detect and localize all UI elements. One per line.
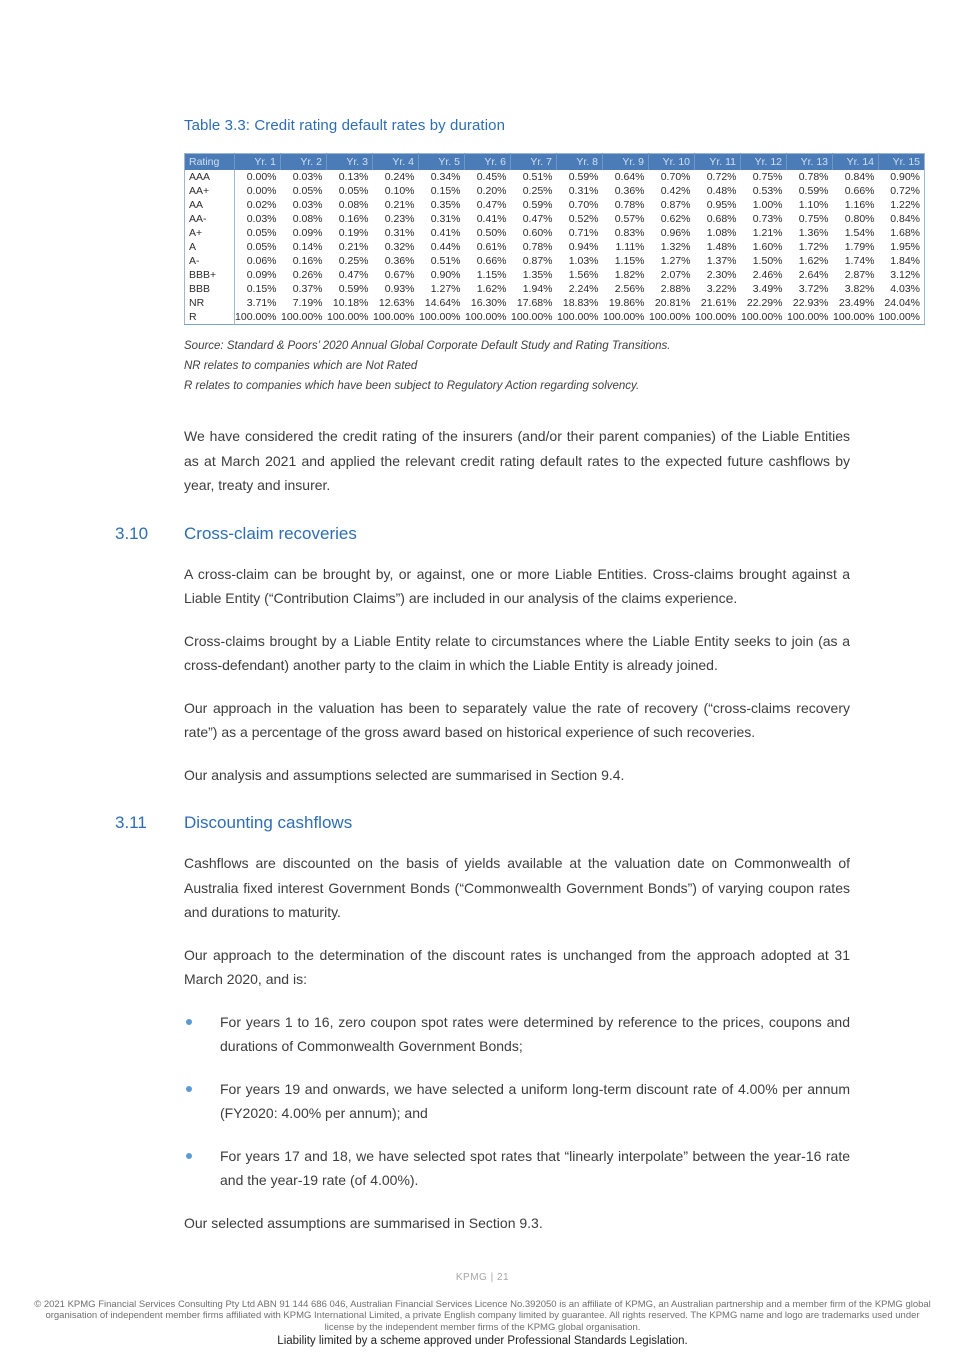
rate-cell: 0.23% bbox=[373, 212, 419, 226]
rate-cell: 0.36% bbox=[373, 254, 419, 268]
rate-cell: 0.87% bbox=[511, 254, 557, 268]
rate-cell: 100.00% bbox=[649, 310, 695, 325]
rate-cell: 0.68% bbox=[695, 212, 741, 226]
rate-cell: 23.49% bbox=[833, 296, 879, 310]
rate-cell: 1.48% bbox=[695, 240, 741, 254]
rating-cell: A+ bbox=[185, 226, 235, 240]
table-row bbox=[185, 310, 925, 325]
rate-cell: 0.72% bbox=[879, 184, 925, 198]
table-row bbox=[185, 240, 925, 254]
rate-cell: 0.90% bbox=[879, 170, 925, 184]
rate-cell: 17.68% bbox=[511, 296, 557, 310]
rate-cell: 16.30% bbox=[465, 296, 511, 310]
section-number: 3.11 bbox=[115, 813, 147, 832]
rate-cell: 1.08% bbox=[695, 226, 741, 240]
table-row bbox=[185, 254, 925, 268]
rate-cell: 0.00% bbox=[235, 184, 281, 198]
rate-cell: 0.90% bbox=[419, 268, 465, 282]
rate-cell: 0.95% bbox=[695, 198, 741, 212]
rate-cell: 0.26% bbox=[281, 268, 327, 282]
rate-cell: 1.21% bbox=[741, 226, 787, 240]
table-nr-note: NR relates to companies which are Not Rated bbox=[184, 360, 418, 372]
rate-cell: 0.02% bbox=[235, 198, 281, 212]
rate-cell: 100.00% bbox=[603, 310, 649, 325]
rate-cell: 1.15% bbox=[465, 268, 511, 282]
rate-cell: 3.12% bbox=[879, 268, 925, 282]
rate-cell: 0.83% bbox=[603, 226, 649, 240]
rate-cell: 0.47% bbox=[327, 268, 373, 282]
rate-cell: 0.42% bbox=[649, 184, 695, 198]
rate-cell: 0.59% bbox=[557, 170, 603, 184]
rate-cell: 100.00% bbox=[787, 310, 833, 325]
rate-cell: 0.71% bbox=[557, 226, 603, 240]
rate-cell: 0.21% bbox=[327, 240, 373, 254]
rate-cell: 2.24% bbox=[557, 282, 603, 296]
bullet-item bbox=[184, 1077, 850, 1126]
rating-cell: AA+ bbox=[185, 184, 235, 198]
rate-cell: 100.00% bbox=[373, 310, 419, 325]
rate-cell: 0.10% bbox=[373, 184, 419, 198]
rate-cell: 0.05% bbox=[235, 240, 281, 254]
paragraph: Cross-claims brought by a Liable Entity relate to circumstances where the Liable Entity seeks to join (as a cross-defendant) another party to the claim in which the Liable Entity is already joined. bbox=[184, 632, 850, 673]
column-header: Yr. 13 bbox=[787, 154, 833, 171]
rate-cell: 0.31% bbox=[373, 226, 419, 240]
table-row bbox=[185, 282, 925, 296]
rate-cell: 0.16% bbox=[327, 212, 373, 226]
rate-cell: 20.81% bbox=[649, 296, 695, 310]
rate-cell: 0.24% bbox=[373, 170, 419, 184]
section-title: Discounting cashflows bbox=[184, 813, 353, 832]
rate-cell: 22.93% bbox=[787, 296, 833, 310]
rate-cell: 0.14% bbox=[281, 240, 327, 254]
rate-cell: 1.10% bbox=[787, 198, 833, 212]
rate-cell: 0.35% bbox=[419, 198, 465, 212]
rate-cell: 1.27% bbox=[419, 282, 465, 296]
rate-cell: 0.78% bbox=[603, 198, 649, 212]
rate-cell: 0.03% bbox=[281, 170, 327, 184]
rate-cell: 14.64% bbox=[419, 296, 465, 310]
rate-cell: 24.04% bbox=[879, 296, 925, 310]
rate-cell: 0.34% bbox=[419, 170, 465, 184]
rate-cell: 2.30% bbox=[695, 268, 741, 282]
rate-cell: 0.25% bbox=[511, 184, 557, 198]
rate-cell: 0.84% bbox=[879, 212, 925, 226]
rating-cell: BBB bbox=[185, 282, 235, 296]
rate-cell: 2.64% bbox=[787, 268, 833, 282]
rate-cell: 0.05% bbox=[235, 226, 281, 240]
column-header: Yr. 6 bbox=[465, 154, 511, 171]
intro-paragraph: We have considered the credit rating of the insurers (and/or their parent companies) of the Liable Entities as at March 2021 and applied the relevant credit rating default rates to the expected future cashflows by year, treaty and insurer. bbox=[184, 428, 850, 493]
rate-cell: 0.59% bbox=[787, 184, 833, 198]
table-header-row bbox=[185, 154, 925, 171]
section-title: Cross-claim recoveries bbox=[184, 523, 357, 543]
rate-cell: 1.16% bbox=[833, 198, 879, 212]
table-row bbox=[185, 296, 925, 310]
rating-cell: AA bbox=[185, 198, 235, 212]
table-row bbox=[185, 184, 925, 198]
rate-cell: 1.00% bbox=[741, 198, 787, 212]
rate-cell: 0.15% bbox=[419, 184, 465, 198]
bullet-item bbox=[184, 1144, 850, 1193]
rate-cell: 0.31% bbox=[419, 212, 465, 226]
rate-cell: 0.06% bbox=[235, 254, 281, 268]
rate-cell: 0.09% bbox=[281, 226, 327, 240]
rate-cell: 1.27% bbox=[649, 254, 695, 268]
rate-cell: 3.72% bbox=[787, 282, 833, 296]
rate-cell: 21.61% bbox=[695, 296, 741, 310]
rate-cell: 0.09% bbox=[235, 268, 281, 282]
rate-cell: 0.16% bbox=[281, 254, 327, 268]
rate-cell: 100.00% bbox=[281, 310, 327, 325]
rate-cell: 0.41% bbox=[465, 212, 511, 226]
column-header: Yr. 12 bbox=[741, 154, 787, 171]
paragraph: Our analysis and assumptions selected are summarised in Section 9.4. bbox=[184, 766, 625, 783]
bullet-icon bbox=[186, 1019, 192, 1025]
rate-cell: 0.67% bbox=[373, 268, 419, 282]
rate-cell: 22.29% bbox=[741, 296, 787, 310]
rate-cell: 3.71% bbox=[235, 296, 281, 310]
rate-cell: 1.11% bbox=[603, 240, 649, 254]
rate-cell: 0.66% bbox=[465, 254, 511, 268]
closing-paragraph: Our selected assumptions are summarised in Section 9.3. bbox=[184, 1214, 543, 1231]
rate-cell: 1.35% bbox=[511, 268, 557, 282]
rate-cell: 100.00% bbox=[419, 310, 465, 325]
column-header: Yr. 15 bbox=[879, 154, 925, 171]
rate-cell: 0.93% bbox=[373, 282, 419, 296]
table-title: Table 3.3: Credit rating default rates by duration bbox=[184, 117, 506, 134]
table-row bbox=[185, 268, 925, 282]
rate-cell: 0.96% bbox=[649, 226, 695, 240]
page-footer bbox=[0, 1272, 965, 1348]
rate-cell: 0.08% bbox=[327, 198, 373, 212]
column-header: Yr. 3 bbox=[327, 154, 373, 171]
rate-cell: 4.03% bbox=[879, 282, 925, 296]
column-header: Yr. 5 bbox=[419, 154, 465, 171]
rate-cell: 1.36% bbox=[787, 226, 833, 240]
rating-cell: AA- bbox=[185, 212, 235, 226]
rate-cell: 0.62% bbox=[649, 212, 695, 226]
bullet-icon bbox=[186, 1086, 192, 1092]
rate-cell: 0.78% bbox=[787, 170, 833, 184]
rate-cell: 100.00% bbox=[879, 310, 925, 325]
rate-cell: 0.75% bbox=[741, 170, 787, 184]
rate-cell: 0.13% bbox=[327, 170, 373, 184]
table-row bbox=[185, 226, 925, 240]
rate-cell: 1.94% bbox=[511, 282, 557, 296]
rate-cell: 0.70% bbox=[649, 170, 695, 184]
rate-cell: 0.59% bbox=[511, 198, 557, 212]
bullet-text: For years 19 and onwards, we have selected a uniform long-term discount rate of 4.00% per annum (FY2020: 4.00% per annum); and bbox=[220, 1080, 850, 1121]
rating-cell: R bbox=[185, 310, 235, 325]
credit-rating-default-rates-table bbox=[184, 153, 925, 325]
rate-cell: 0.31% bbox=[557, 184, 603, 198]
rate-cell: 0.25% bbox=[327, 254, 373, 268]
rate-cell: 0.03% bbox=[235, 212, 281, 226]
section-heading-3-11 bbox=[115, 813, 925, 835]
table-row bbox=[185, 198, 925, 212]
rate-cell: 2.88% bbox=[649, 282, 695, 296]
rate-cell: 0.75% bbox=[787, 212, 833, 226]
rate-cell: 0.73% bbox=[741, 212, 787, 226]
rate-cell: 1.22% bbox=[879, 198, 925, 212]
rate-cell: 0.78% bbox=[511, 240, 557, 254]
rate-cell: 0.41% bbox=[419, 226, 465, 240]
rate-cell: 100.00% bbox=[833, 310, 879, 325]
rate-cell: 0.21% bbox=[373, 198, 419, 212]
rate-cell: 0.45% bbox=[465, 170, 511, 184]
rate-cell: 10.18% bbox=[327, 296, 373, 310]
rate-cell: 1.56% bbox=[557, 268, 603, 282]
rate-cell: 0.05% bbox=[281, 184, 327, 198]
rate-cell: 0.72% bbox=[695, 170, 741, 184]
table-r-note: R relates to companies which have been subject to Regulatory Action regarding solvency. bbox=[184, 380, 640, 392]
rate-cell: 100.00% bbox=[235, 310, 281, 325]
rate-cell: 2.56% bbox=[603, 282, 649, 296]
rate-cell: 0.52% bbox=[557, 212, 603, 226]
bullet-text: For years 17 and 18, we have selected spot rates that “linearly interpolate” between the year-16 rate and the year-19 rate (of 4.00%). bbox=[220, 1147, 850, 1188]
legal-disclaimer: © 2021 KPMG Financial Services Consulting Pty Ltd ABN 91 144 686 046, Australian Financial Services Licence No.392050 is an affiliate of KPMG, an Australian partnership and a member firm of the KPMG global organisation of independent member firms affiliated with KPMG International Limited, a private English company limited by guarantee. All rights reserved. The KPMG name and logo are trademarks used under license by the independent member firms of the KPMG global organisation. bbox=[34, 1298, 931, 1333]
rate-cell: 100.00% bbox=[511, 310, 557, 325]
rate-cell: 7.19% bbox=[281, 296, 327, 310]
rate-cell: 0.32% bbox=[373, 240, 419, 254]
rate-cell: 0.84% bbox=[833, 170, 879, 184]
column-header: Yr. 10 bbox=[649, 154, 695, 171]
rate-cell: 0.70% bbox=[557, 198, 603, 212]
column-header: Yr. 2 bbox=[281, 154, 327, 171]
rate-cell: 1.62% bbox=[787, 254, 833, 268]
rate-cell: 0.48% bbox=[695, 184, 741, 198]
rate-cell: 100.00% bbox=[695, 310, 741, 325]
rate-cell: 19.86% bbox=[603, 296, 649, 310]
table-notes bbox=[184, 336, 925, 396]
rate-cell: 1.72% bbox=[787, 240, 833, 254]
rating-cell: A- bbox=[185, 254, 235, 268]
bullet-icon bbox=[186, 1153, 192, 1159]
rate-cell: 1.82% bbox=[603, 268, 649, 282]
paragraph: Our approach to the determination of the discount rates is unchanged from the approach adopted at 31 March 2020, and is: bbox=[184, 946, 850, 987]
liability-statement: Liability limited by a scheme approved under Professional Standards Legislation. bbox=[277, 1335, 688, 1347]
rate-cell: 3.82% bbox=[833, 282, 879, 296]
paragraph: A cross-claim can be brought by, or against, one or more Liable Entities. Cross-claims brought against a Liable Entity (“Contribution Claims”) are included in our analysis of the claims experience. bbox=[184, 565, 850, 606]
rate-cell: 0.47% bbox=[465, 198, 511, 212]
paragraph: Our approach in the valuation has been to separately value the rate of recovery (“cross-claims recovery rate”) as a percentage of the gross award based on historical experience of such recoveries. bbox=[184, 699, 850, 740]
rate-cell: 0.44% bbox=[419, 240, 465, 254]
rate-cell: 1.79% bbox=[833, 240, 879, 254]
table-row bbox=[185, 170, 925, 184]
bullet-item bbox=[184, 1010, 850, 1059]
rate-cell: 1.62% bbox=[465, 282, 511, 296]
rate-cell: 1.60% bbox=[741, 240, 787, 254]
table-source-note: Source: Standard & Poors’ 2020 Annual Global Corporate Default Study and Rating Transitions. bbox=[184, 340, 671, 352]
rate-cell: 0.15% bbox=[235, 282, 281, 296]
rate-cell: 0.37% bbox=[281, 282, 327, 296]
rate-cell: 1.37% bbox=[695, 254, 741, 268]
column-header: Rating bbox=[185, 154, 235, 171]
rate-cell: 1.84% bbox=[879, 254, 925, 268]
rate-cell: 0.51% bbox=[511, 170, 557, 184]
rate-cell: 0.59% bbox=[327, 282, 373, 296]
rate-cell: 0.87% bbox=[649, 198, 695, 212]
rate-cell: 0.64% bbox=[603, 170, 649, 184]
rate-cell: 3.22% bbox=[695, 282, 741, 296]
rate-cell: 1.95% bbox=[879, 240, 925, 254]
page-content bbox=[115, 117, 925, 1253]
rate-cell: 0.61% bbox=[465, 240, 511, 254]
rate-cell: 1.68% bbox=[879, 226, 925, 240]
rating-cell: AAA bbox=[185, 170, 235, 184]
rate-cell: 1.74% bbox=[833, 254, 879, 268]
rate-cell: 2.87% bbox=[833, 268, 879, 282]
column-header: Yr. 1 bbox=[235, 154, 281, 171]
rate-cell: 0.08% bbox=[281, 212, 327, 226]
rate-cell: 2.07% bbox=[649, 268, 695, 282]
column-header: Yr. 4 bbox=[373, 154, 419, 171]
rate-cell: 1.54% bbox=[833, 226, 879, 240]
rate-cell: 0.03% bbox=[281, 198, 327, 212]
column-header: Yr. 14 bbox=[833, 154, 879, 171]
rate-cell: 0.47% bbox=[511, 212, 557, 226]
rate-cell: 18.83% bbox=[557, 296, 603, 310]
rate-cell: 0.05% bbox=[327, 184, 373, 198]
rate-cell: 0.80% bbox=[833, 212, 879, 226]
rate-cell: 1.50% bbox=[741, 254, 787, 268]
column-header: Yr. 7 bbox=[511, 154, 557, 171]
column-header: Yr. 8 bbox=[557, 154, 603, 171]
rate-cell: 1.32% bbox=[649, 240, 695, 254]
bullet-text: For years 1 to 16, zero coupon spot rates were determined by reference to the prices, coupons and durations of Commonwealth Government Bonds; bbox=[220, 1013, 850, 1054]
rate-cell: 0.66% bbox=[833, 184, 879, 198]
section-number: 3.10 bbox=[115, 523, 149, 543]
rate-cell: 100.00% bbox=[557, 310, 603, 325]
paragraph: Cashflows are discounted on the basis of yields available at the valuation date on Commonwealth of Australia fixed interest Government Bonds (“Commonwealth Government Bonds”) of varying coupon rates and durations to maturity. bbox=[184, 855, 850, 920]
rate-cell: 1.03% bbox=[557, 254, 603, 268]
discount-rate-bullet-list bbox=[184, 1010, 850, 1193]
rating-cell: BBB+ bbox=[185, 268, 235, 282]
rate-cell: 1.15% bbox=[603, 254, 649, 268]
rate-cell: 0.19% bbox=[327, 226, 373, 240]
section-heading-3-10 bbox=[115, 523, 925, 546]
rate-cell: 3.49% bbox=[741, 282, 787, 296]
rate-cell: 0.20% bbox=[465, 184, 511, 198]
rate-cell: 12.63% bbox=[373, 296, 419, 310]
rate-cell: 100.00% bbox=[741, 310, 787, 325]
rate-cell: 0.57% bbox=[603, 212, 649, 226]
rate-cell: 0.51% bbox=[419, 254, 465, 268]
rate-cell: 100.00% bbox=[465, 310, 511, 325]
rate-cell: 0.60% bbox=[511, 226, 557, 240]
table-row bbox=[185, 212, 925, 226]
column-header: Yr. 9 bbox=[603, 154, 649, 171]
rating-cell: NR bbox=[185, 296, 235, 310]
rating-cell: A bbox=[185, 240, 235, 254]
page-number-label: KPMG | 21 bbox=[455, 1271, 510, 1283]
rate-cell: 0.94% bbox=[557, 240, 603, 254]
column-header: Yr. 11 bbox=[695, 154, 741, 171]
rate-cell: 0.36% bbox=[603, 184, 649, 198]
rate-cell: 0.00% bbox=[235, 170, 281, 184]
rate-cell: 0.50% bbox=[465, 226, 511, 240]
rate-cell: 0.53% bbox=[741, 184, 787, 198]
rate-cell: 100.00% bbox=[327, 310, 373, 325]
rate-cell: 2.46% bbox=[741, 268, 787, 282]
